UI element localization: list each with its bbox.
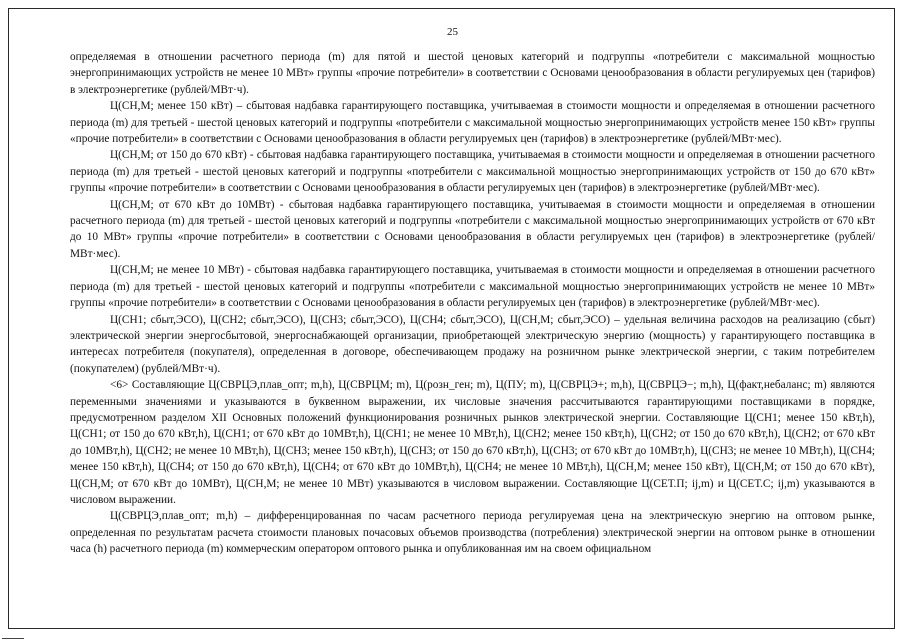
paragraph-2 [70,98,875,147]
paragraph-text: определяемая в отношении расчетного периода (m) для пятой и шестой ценовых категорий и подгруппы «потребители с максимальной мощностью энергопринимающих устройств не менее 10 МВт» группы «прочие потребители» в соответствии с Основами ценообразования в области регулируемых цен (тарифов) в электроэнергетике (рублей/МВт·ч). [70,51,875,96]
paragraph-text: Ц(СН,М; от 670 кВт до 10МВт) - сбытовая надбавка гарантирующего поставщика, учитываемая в стоимости мощности и определяемая в отношении расчетного периода (m) для третьей - шестой ценовых категорий и подгруппы «потребители с максимальной мощностью энергопринимающих устройств от 670 кВт до 10 МВт» группы «прочие потребители» в соответствии с Основами ценообразования в области регулируемых цен (тарифов) в электроэнергетике (рублей/МВт·мес). [70,198,875,260]
paragraph-3 [70,147,875,196]
page-number: 25 [447,26,458,38]
paragraph-text: Ц(СН,М; не менее 10 МВт) - сбытовая надбавка гарантирующего поставщика, учитываемая в стоимости мощности и определяемая в отношении расчетного периода (m) для третьей - шестой ценовых категорий и подгруппы «потребители с максимальной мощностью энергопринимающих устройств не менее 10 МВт» группы «прочие потребители» в соответствии с Основами ценообразования в области регулируемых цен (тарифов) в электроэнергетике (рублей/МВт·мес). [70,264,875,310]
paragraph-text: Ц(СН1; сбыт,ЭСО), Ц(СН2; сбыт,ЭСО), Ц(СН3; сбыт,ЭСО), Ц(СН4; сбыт,ЭСО), Ц(СН,М; сбыт,ЭСО) – удельная величина расходов на реализацию (сбыт) электрической энергии энергосбытовой, энергоснабжающей организации, приобретающей электрическую энергию (мощность) у гарантирующего поставщика в интересах потребителя (покупателя), определенная в договоре, обеспечивающем продажу на розничном рынке электрической энергии, с таким потребителем (покупателем) (рублей/МВт·ч). [70,313,875,375]
paragraph-1 [70,49,875,98]
paragraph-5 [70,262,875,311]
paragraph-6 [70,312,875,378]
paragraph-text: <6> Составляющие Ц(СВРЦЭ,плав_опт; m,h), Ц(СВРЦМ; m), Ц(розн_ген; m), Ц(ПУ; m), Ц(СВРЦЭ+; m,h), Ц(СВРЦЭ−; m,h), Ц(факт,небаланс; m) являются переменными значениями и указываются в буквенном выражении, их числовые значения рассчитываются гарантирующими поставщиками в порядке, предусмотренном разделом XII Основных положений функционирования розничных рынков электрической энергии. Составляющие Ц(СН1; менее 150 кВт,h), Ц(СН1; от 150 до 670 кВт,h), Ц(СН1; от 670 кВт до 10МВт,h), Ц(СН1; не менее 10 МВт,h), Ц(СН2; менее 150 кВт,h), Ц(СН2; от 150 до 670 кВт,h), Ц(СН2; от 670 кВт до 10МВт,h), Ц(СН2; не менее 10 МВт,h), Ц(СН3; менее 150 кВт,h), Ц(СН3; от 150 до 670 кВт,h), Ц(СН3; от 670 кВт до 10МВт,h), Ц(СН3; не менее 10 МВт,h), Ц(СН4; менее 150 кВт,h), Ц(СН4; от 150 до 670 кВт,h), Ц(СН4; от 670 кВт до 10МВт,h), Ц(СН4; не менее 10 МВт,h), Ц(СН,М; менее 150 кВт), Ц(СН,М; от 150 до 670 кВт), Ц(СН,М; от 670 кВт до 10МВт), Ц(СН,М; не менее 10 МВт) указываются в числовом выражении. Составляющие Ц(СЕТ.П; ij,m) и Ц(СЕТ.С; ij,m) указываются в числовом выражении. [70,379,875,506]
paragraph-text: Ц(СН,М; от 150 до 670 кВт) - сбытовая надбавка гарантирующего поставщика, учитываемая в стоимости мощности и определяемая в отношении расчетного периода (m) для третьей - шестой ценовых категорий и подгруппы «потребители с максимальной мощностью энергопринимающих устройств от 150 до 670 кВт» группы «прочие потребители» в соответствии с Основами ценообразования в области регулируемых цен (тарифов) в электроэнергетике (рублей/МВт·мес). [70,149,875,195]
paragraph-4 [70,197,875,263]
paragraph-7 [70,377,875,508]
paragraph-text: Ц(СН,М; менее 150 кВт) – сбытовая надбавка гарантирующего поставщика, учитываемая в стоимости мощности и определяемая в отношении расчетного периода (m) для третьей - шестой ценовых категорий и подгруппы «потребители с максимальной мощностью энергопринимающих устройств менее 150 кВт» группы «прочие потребители» в соответствии с Основами ценообразования в области регулируемых цен (тарифов) в электроэнергетике (рублей/МВт·мес). [70,100,875,146]
scan-mark [2,634,24,639]
document-body [70,49,875,558]
paragraph-8 [70,508,875,557]
paragraph-text: Ц(СВРЦЭ,плав_опт; m,h) – дифференцированная по часам расчетного периода регулируемая цена на электрическую энергию на оптовом рынке, определенная по результатам расчета стоимости плановых почасовых объемов производства (потребления) электрической энергии на оптовом рынке в отношении часа (h) расчетного периода (m) коммерческим оператором оптового рынка и опубликованная им на своем официальном [70,510,875,556]
